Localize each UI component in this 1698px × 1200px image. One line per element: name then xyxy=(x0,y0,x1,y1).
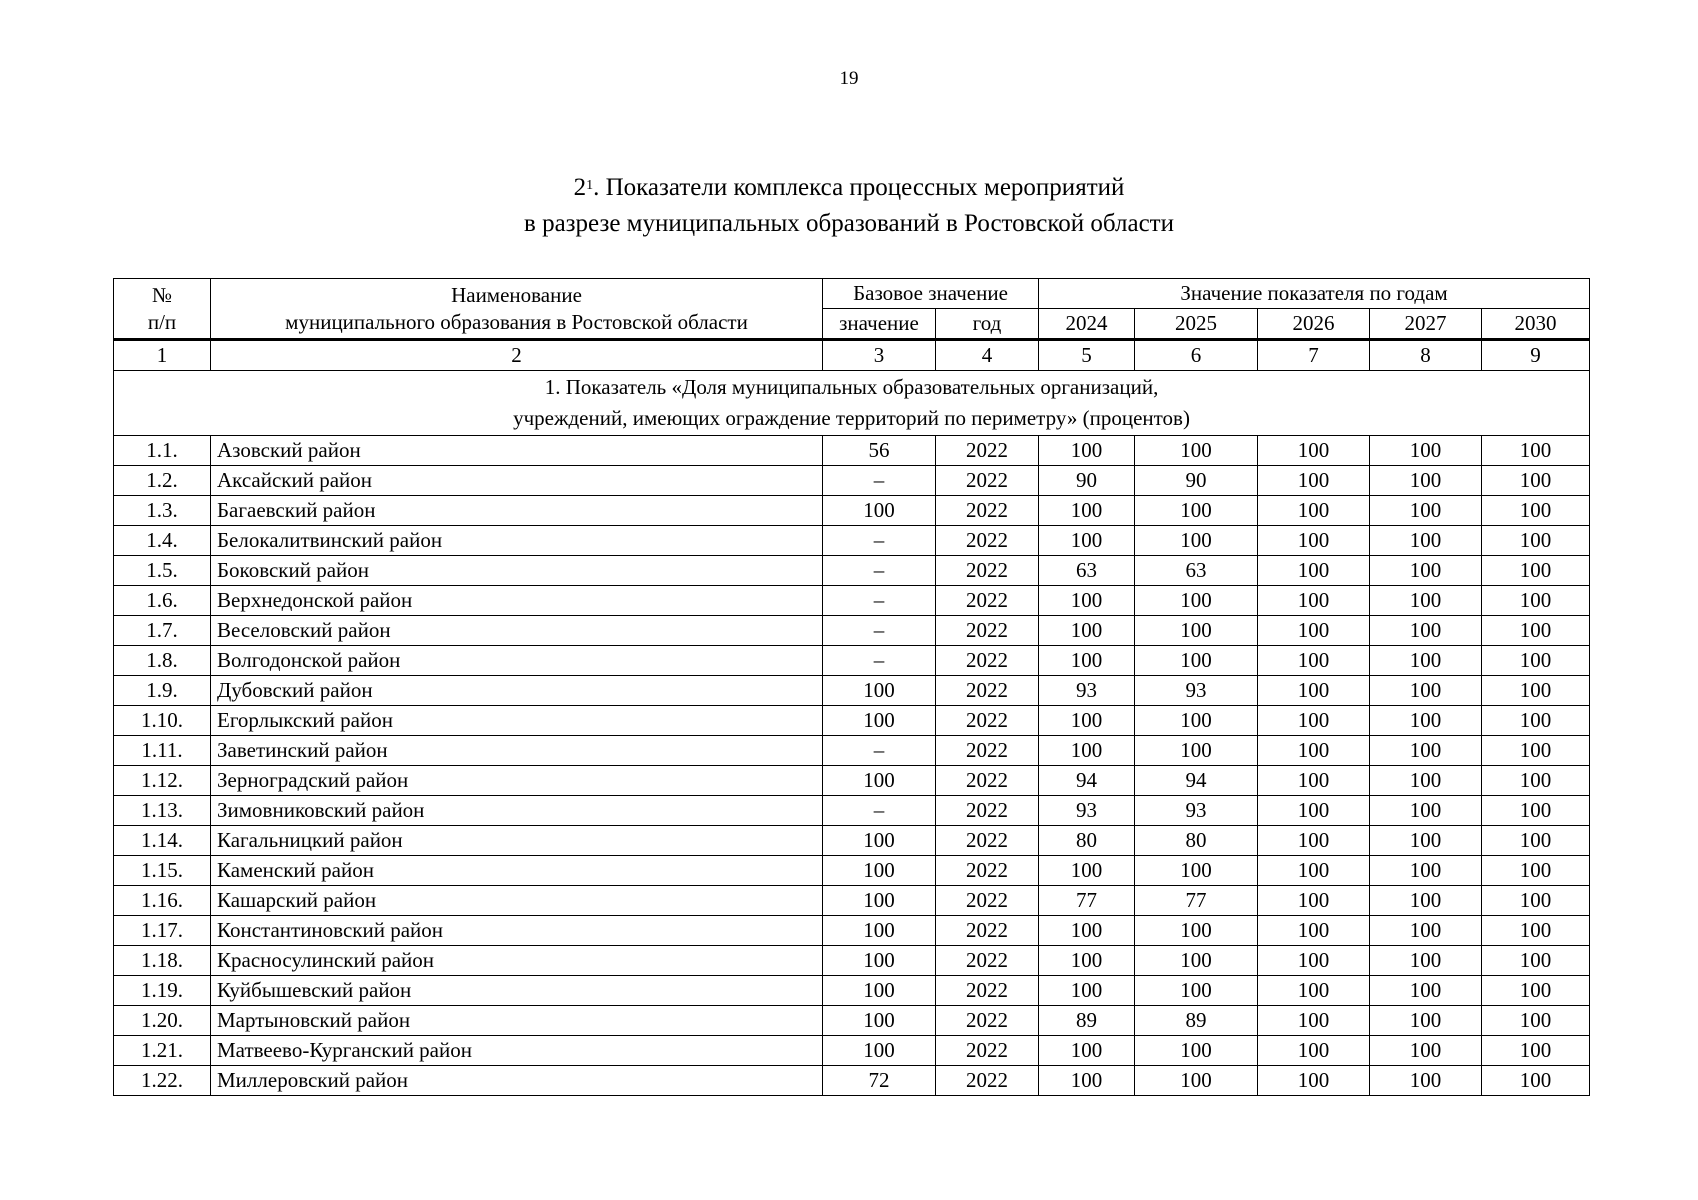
table-row xyxy=(114,976,1590,1006)
value-2024-cell: 100 xyxy=(1039,496,1135,526)
row-number-cell: 1.17. xyxy=(114,916,211,946)
value-2026-cell: 100 xyxy=(1258,736,1370,766)
header-year-2026: 2026 xyxy=(1258,309,1370,340)
base-year-cell: 2022 xyxy=(936,436,1039,466)
row-number-cell: 1.15. xyxy=(114,856,211,886)
municipality-name-cell: Егорлыкский район xyxy=(211,706,823,736)
value-2025-cell: 93 xyxy=(1135,676,1258,706)
column-number-row xyxy=(114,340,1590,371)
column-number: 4 xyxy=(936,340,1039,371)
base-value-cell: 72 xyxy=(823,1066,936,1096)
municipality-name-cell: Заветинский район xyxy=(211,736,823,766)
base-year-cell: 2022 xyxy=(936,586,1039,616)
value-2027-cell: 100 xyxy=(1370,826,1482,856)
value-2027-cell: 100 xyxy=(1370,556,1482,586)
table-row xyxy=(114,1066,1590,1096)
value-2025-cell: 100 xyxy=(1135,1066,1258,1096)
municipality-name-cell: Боковский район xyxy=(211,556,823,586)
value-2026-cell: 100 xyxy=(1258,976,1370,1006)
value-2024-cell: 93 xyxy=(1039,796,1135,826)
municipality-name-cell: Константиновский район xyxy=(211,916,823,946)
base-value-cell: – xyxy=(823,616,936,646)
row-number-cell: 1.19. xyxy=(114,976,211,1006)
municipality-name-cell: Зерноградский район xyxy=(211,766,823,796)
value-2030-cell: 100 xyxy=(1482,796,1590,826)
row-number-cell: 1.7. xyxy=(114,616,211,646)
table-row xyxy=(114,676,1590,706)
header-num-line-2: п/п xyxy=(147,309,177,334)
value-2025-cell: 94 xyxy=(1135,766,1258,796)
value-2024-cell: 89 xyxy=(1039,1006,1135,1036)
section-heading xyxy=(114,371,1590,436)
value-2026-cell: 100 xyxy=(1258,766,1370,796)
base-year-cell: 2022 xyxy=(936,1036,1039,1066)
value-2030-cell: 100 xyxy=(1482,496,1590,526)
table-row xyxy=(114,1036,1590,1066)
base-year-cell: 2022 xyxy=(936,526,1039,556)
table-row xyxy=(114,586,1590,616)
value-2025-cell: 89 xyxy=(1135,1006,1258,1036)
value-2025-cell: 100 xyxy=(1135,646,1258,676)
base-value-cell: – xyxy=(823,736,936,766)
value-2030-cell: 100 xyxy=(1482,946,1590,976)
value-2024-cell: 100 xyxy=(1039,946,1135,976)
table-row xyxy=(114,916,1590,946)
value-2025-cell: 77 xyxy=(1135,886,1258,916)
header-base-value: значение xyxy=(823,309,936,340)
municipality-name-cell: Матвеево-Курганский район xyxy=(211,1036,823,1066)
municipality-name-cell: Красносулинский район xyxy=(211,946,823,976)
municipality-name-cell: Каменский район xyxy=(211,856,823,886)
row-number-cell: 1.8. xyxy=(114,646,211,676)
header-base-year: год xyxy=(936,309,1039,340)
value-2025-cell: 90 xyxy=(1135,466,1258,496)
value-2025-cell: 100 xyxy=(1135,1036,1258,1066)
row-number-cell: 1.12. xyxy=(114,766,211,796)
value-2024-cell: 100 xyxy=(1039,1066,1135,1096)
row-number-cell: 1.6. xyxy=(114,586,211,616)
municipality-name-cell: Волгодонской район xyxy=(211,646,823,676)
municipality-name-cell: Зимовниковский район xyxy=(211,796,823,826)
value-2024-cell: 100 xyxy=(1039,856,1135,886)
table-row xyxy=(114,886,1590,916)
municipality-name-cell: Верхнедонской район xyxy=(211,586,823,616)
value-2024-cell: 100 xyxy=(1039,586,1135,616)
value-2026-cell: 100 xyxy=(1258,556,1370,586)
value-2030-cell: 100 xyxy=(1482,676,1590,706)
value-2024-cell: 80 xyxy=(1039,826,1135,856)
base-year-cell: 2022 xyxy=(936,886,1039,916)
value-2026-cell: 100 xyxy=(1258,526,1370,556)
value-2026-cell: 100 xyxy=(1258,496,1370,526)
value-2030-cell: 100 xyxy=(1482,556,1590,586)
base-value-cell: – xyxy=(823,556,936,586)
header-name-line-2: муниципального образования в Ростовской области xyxy=(285,309,748,334)
value-2027-cell: 100 xyxy=(1370,856,1482,886)
value-2026-cell: 100 xyxy=(1258,466,1370,496)
base-value-cell: 100 xyxy=(823,766,936,796)
base-value-cell: 100 xyxy=(823,676,936,706)
section-row xyxy=(114,371,1590,436)
value-2025-cell: 100 xyxy=(1135,496,1258,526)
value-2025-cell: 80 xyxy=(1135,826,1258,856)
row-number-cell: 1.22. xyxy=(114,1066,211,1096)
table-body xyxy=(114,279,1590,1096)
value-2025-cell: 100 xyxy=(1135,976,1258,1006)
value-2027-cell: 100 xyxy=(1370,526,1482,556)
value-2027-cell: 100 xyxy=(1370,796,1482,826)
table-row xyxy=(114,946,1590,976)
header-name-cell xyxy=(211,279,823,340)
table-row xyxy=(114,1006,1590,1036)
value-2027-cell: 100 xyxy=(1370,946,1482,976)
value-2027-cell: 100 xyxy=(1370,976,1482,1006)
base-year-cell: 2022 xyxy=(936,616,1039,646)
value-2030-cell: 100 xyxy=(1482,886,1590,916)
value-2024-cell: 100 xyxy=(1039,736,1135,766)
value-2027-cell: 100 xyxy=(1370,466,1482,496)
header-row-1 xyxy=(114,279,1590,309)
value-2026-cell: 100 xyxy=(1258,1036,1370,1066)
value-2024-cell: 94 xyxy=(1039,766,1135,796)
value-2027-cell: 100 xyxy=(1370,916,1482,946)
value-2030-cell: 100 xyxy=(1482,976,1590,1006)
indicators-table xyxy=(113,278,1590,1096)
value-2030-cell: 100 xyxy=(1482,706,1590,736)
value-2030-cell: 100 xyxy=(1482,1036,1590,1066)
value-2030-cell: 100 xyxy=(1482,646,1590,676)
base-value-cell: 100 xyxy=(823,916,936,946)
row-number-cell: 1.5. xyxy=(114,556,211,586)
row-number-cell: 1.10. xyxy=(114,706,211,736)
value-2024-cell: 100 xyxy=(1039,616,1135,646)
header-year-2027: 2027 xyxy=(1370,309,1482,340)
value-2025-cell: 93 xyxy=(1135,796,1258,826)
row-number-cell: 1.13. xyxy=(114,796,211,826)
value-2030-cell: 100 xyxy=(1482,586,1590,616)
value-2027-cell: 100 xyxy=(1370,1066,1482,1096)
base-year-cell: 2022 xyxy=(936,556,1039,586)
table-row xyxy=(114,766,1590,796)
title-line-1-text: . Показатели комплекса процессных мероприятий xyxy=(593,174,1125,201)
table-row xyxy=(114,646,1590,676)
value-2030-cell: 100 xyxy=(1482,736,1590,766)
value-2026-cell: 100 xyxy=(1258,796,1370,826)
municipality-name-cell: Азовский район xyxy=(211,436,823,466)
value-2024-cell: 77 xyxy=(1039,886,1135,916)
value-2027-cell: 100 xyxy=(1370,1036,1482,1066)
base-year-cell: 2022 xyxy=(936,496,1039,526)
value-2030-cell: 100 xyxy=(1482,766,1590,796)
section-heading-line-2: учреждений, имеющих ограждение территорий по периметру» (процентов) xyxy=(513,406,1190,430)
title-number: 2 xyxy=(573,174,587,201)
base-year-cell: 2022 xyxy=(936,1006,1039,1036)
header-num-cell xyxy=(114,279,211,340)
municipality-name-cell: Багаевский район xyxy=(211,496,823,526)
base-year-cell: 2022 xyxy=(936,1066,1039,1096)
base-value-cell: 100 xyxy=(823,856,936,886)
value-2024-cell: 100 xyxy=(1039,436,1135,466)
row-number-cell: 1.3. xyxy=(114,496,211,526)
column-number: 5 xyxy=(1039,340,1135,371)
value-2026-cell: 100 xyxy=(1258,946,1370,976)
base-year-cell: 2022 xyxy=(936,826,1039,856)
value-2030-cell: 100 xyxy=(1482,616,1590,646)
value-2030-cell: 100 xyxy=(1482,1066,1590,1096)
value-2026-cell: 100 xyxy=(1258,706,1370,736)
value-2025-cell: 100 xyxy=(1135,706,1258,736)
value-2027-cell: 100 xyxy=(1370,616,1482,646)
title-line-1 xyxy=(0,170,1698,206)
table-row xyxy=(114,526,1590,556)
value-2024-cell: 100 xyxy=(1039,976,1135,1006)
title-superscript: 1 xyxy=(586,178,594,193)
municipality-name-cell: Миллеровский район xyxy=(211,1066,823,1096)
value-2027-cell: 100 xyxy=(1370,676,1482,706)
row-number-cell: 1.9. xyxy=(114,676,211,706)
value-2025-cell: 100 xyxy=(1135,586,1258,616)
base-year-cell: 2022 xyxy=(936,646,1039,676)
table-row xyxy=(114,616,1590,646)
row-number-cell: 1.18. xyxy=(114,946,211,976)
title-line-2: в разрезе муниципальных образований в Ростовской области xyxy=(524,210,1174,237)
value-2026-cell: 100 xyxy=(1258,676,1370,706)
row-number-cell: 1.20. xyxy=(114,1006,211,1036)
column-number: 6 xyxy=(1135,340,1258,371)
municipality-name-cell: Кашарский район xyxy=(211,886,823,916)
value-2026-cell: 100 xyxy=(1258,1006,1370,1036)
value-2026-cell: 100 xyxy=(1258,856,1370,886)
value-2026-cell: 100 xyxy=(1258,826,1370,856)
header-year-2024: 2024 xyxy=(1039,309,1135,340)
value-2025-cell: 100 xyxy=(1135,436,1258,466)
value-2025-cell: 100 xyxy=(1135,946,1258,976)
base-year-cell: 2022 xyxy=(936,766,1039,796)
base-year-cell: 2022 xyxy=(936,946,1039,976)
base-value-cell: – xyxy=(823,586,936,616)
value-2024-cell: 100 xyxy=(1039,1036,1135,1066)
header-year-2025: 2025 xyxy=(1135,309,1258,340)
municipality-name-cell: Дубовский район xyxy=(211,676,823,706)
base-year-cell: 2022 xyxy=(936,676,1039,706)
value-2025-cell: 100 xyxy=(1135,526,1258,556)
row-number-cell: 1.16. xyxy=(114,886,211,916)
base-value-cell: 100 xyxy=(823,946,936,976)
header-years-group: Значение показателя по годам xyxy=(1039,279,1590,309)
value-2030-cell: 100 xyxy=(1482,916,1590,946)
header-year-2030: 2030 xyxy=(1482,309,1590,340)
municipality-name-cell: Кагальницкий район xyxy=(211,826,823,856)
municipality-name-cell: Белокалитвинский район xyxy=(211,526,823,556)
header-num-line-1: № xyxy=(151,282,173,307)
row-number-cell: 1.4. xyxy=(114,526,211,556)
value-2024-cell: 100 xyxy=(1039,916,1135,946)
value-2027-cell: 100 xyxy=(1370,736,1482,766)
value-2027-cell: 100 xyxy=(1370,586,1482,616)
header-name-line-1: Наименование xyxy=(451,282,582,307)
value-2025-cell: 100 xyxy=(1135,856,1258,886)
page-number: 19 xyxy=(839,68,859,89)
municipality-name-cell: Аксайский район xyxy=(211,466,823,496)
base-year-cell: 2022 xyxy=(936,916,1039,946)
value-2026-cell: 100 xyxy=(1258,616,1370,646)
table-row xyxy=(114,466,1590,496)
value-2026-cell: 100 xyxy=(1258,916,1370,946)
base-year-cell: 2022 xyxy=(936,466,1039,496)
base-value-cell: 100 xyxy=(823,826,936,856)
table-row xyxy=(114,556,1590,586)
base-value-cell: – xyxy=(823,796,936,826)
base-value-cell: – xyxy=(823,646,936,676)
value-2030-cell: 100 xyxy=(1482,526,1590,556)
value-2027-cell: 100 xyxy=(1370,766,1482,796)
value-2030-cell: 100 xyxy=(1482,436,1590,466)
column-number: 3 xyxy=(823,340,936,371)
base-value-cell: – xyxy=(823,466,936,496)
base-year-cell: 2022 xyxy=(936,856,1039,886)
base-value-cell: 100 xyxy=(823,1006,936,1036)
base-value-cell: 100 xyxy=(823,706,936,736)
table-row xyxy=(114,436,1590,466)
table-row xyxy=(114,856,1590,886)
column-number: 2 xyxy=(211,340,823,371)
base-value-cell: 100 xyxy=(823,1036,936,1066)
table-row xyxy=(114,496,1590,526)
table-row xyxy=(114,796,1590,826)
value-2027-cell: 100 xyxy=(1370,1006,1482,1036)
base-value-cell: 100 xyxy=(823,886,936,916)
value-2027-cell: 100 xyxy=(1370,706,1482,736)
column-number: 1 xyxy=(114,340,211,371)
value-2026-cell: 100 xyxy=(1258,436,1370,466)
base-year-cell: 2022 xyxy=(936,976,1039,1006)
table-row xyxy=(114,736,1590,766)
value-2027-cell: 100 xyxy=(1370,886,1482,916)
value-2025-cell: 100 xyxy=(1135,616,1258,646)
document-title xyxy=(0,170,1698,242)
row-number-cell: 1.14. xyxy=(114,826,211,856)
municipality-name-cell: Веселовский район xyxy=(211,616,823,646)
base-year-cell: 2022 xyxy=(936,706,1039,736)
base-value-cell: 100 xyxy=(823,496,936,526)
table-row xyxy=(114,826,1590,856)
row-number-cell: 1.11. xyxy=(114,736,211,766)
base-year-cell: 2022 xyxy=(936,736,1039,766)
value-2026-cell: 100 xyxy=(1258,1066,1370,1096)
value-2024-cell: 100 xyxy=(1039,706,1135,736)
municipality-name-cell: Куйбышевский район xyxy=(211,976,823,1006)
municipality-name-cell: Мартыновский район xyxy=(211,1006,823,1036)
base-value-cell: 100 xyxy=(823,976,936,1006)
value-2025-cell: 63 xyxy=(1135,556,1258,586)
value-2024-cell: 90 xyxy=(1039,466,1135,496)
header-base-group: Базовое значение xyxy=(823,279,1039,309)
value-2025-cell: 100 xyxy=(1135,916,1258,946)
value-2024-cell: 100 xyxy=(1039,646,1135,676)
value-2030-cell: 100 xyxy=(1482,1006,1590,1036)
value-2030-cell: 100 xyxy=(1482,826,1590,856)
value-2024-cell: 63 xyxy=(1039,556,1135,586)
row-number-cell: 1.2. xyxy=(114,466,211,496)
base-year-cell: 2022 xyxy=(936,796,1039,826)
value-2027-cell: 100 xyxy=(1370,436,1482,466)
value-2026-cell: 100 xyxy=(1258,886,1370,916)
value-2024-cell: 100 xyxy=(1039,526,1135,556)
row-number-cell: 1.21. xyxy=(114,1036,211,1066)
table-row xyxy=(114,706,1590,736)
column-number: 7 xyxy=(1258,340,1370,371)
section-heading-line-1: 1. Показатель «Доля муниципальных образовательных организаций, xyxy=(544,375,1159,399)
value-2027-cell: 100 xyxy=(1370,646,1482,676)
value-2024-cell: 93 xyxy=(1039,676,1135,706)
row-number-cell: 1.1. xyxy=(114,436,211,466)
base-value-cell: – xyxy=(823,526,936,556)
value-2026-cell: 100 xyxy=(1258,646,1370,676)
value-2026-cell: 100 xyxy=(1258,586,1370,616)
value-2025-cell: 100 xyxy=(1135,736,1258,766)
value-2030-cell: 100 xyxy=(1482,466,1590,496)
base-value-cell: 56 xyxy=(823,436,936,466)
column-number: 9 xyxy=(1482,340,1590,371)
value-2030-cell: 100 xyxy=(1482,856,1590,886)
column-number: 8 xyxy=(1370,340,1482,371)
value-2027-cell: 100 xyxy=(1370,496,1482,526)
